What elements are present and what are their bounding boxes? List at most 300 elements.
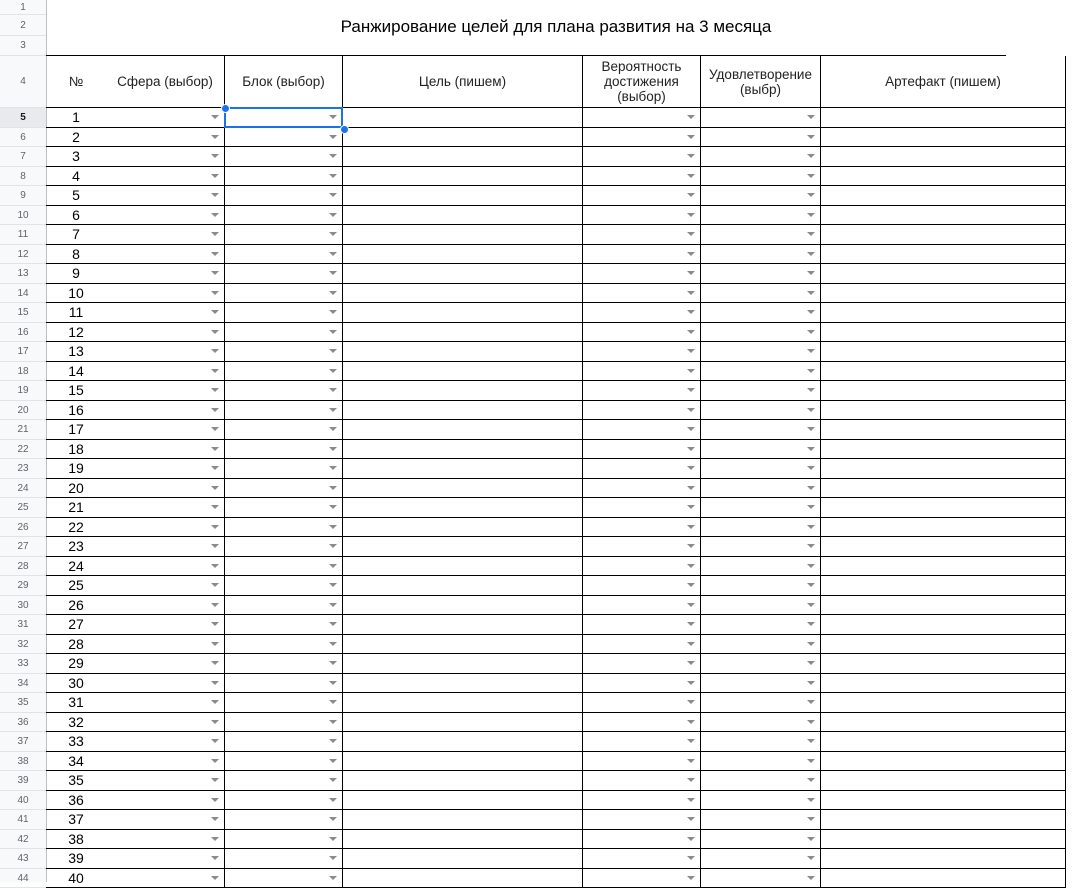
chevron-down-icon[interactable] xyxy=(329,232,337,236)
chevron-down-icon[interactable] xyxy=(211,271,219,275)
block-cell[interactable] xyxy=(225,557,343,577)
probability-cell[interactable] xyxy=(583,752,701,772)
chevron-down-icon[interactable] xyxy=(687,603,695,607)
chevron-down-icon[interactable] xyxy=(807,837,815,841)
goal-cell[interactable] xyxy=(343,615,583,635)
row-header[interactable]: 21 xyxy=(0,420,46,440)
chevron-down-icon[interactable] xyxy=(329,408,337,412)
chevron-down-icon[interactable] xyxy=(329,759,337,763)
chevron-down-icon[interactable] xyxy=(329,252,337,256)
satisfaction-cell[interactable] xyxy=(701,693,821,713)
artifact-cell[interactable] xyxy=(821,518,1066,538)
artifact-cell[interactable] xyxy=(821,635,1066,655)
chevron-down-icon[interactable] xyxy=(807,642,815,646)
satisfaction-cell[interactable] xyxy=(701,557,821,577)
sphere-cell[interactable] xyxy=(106,342,225,362)
chevron-down-icon[interactable] xyxy=(807,369,815,373)
chevron-down-icon[interactable] xyxy=(329,466,337,470)
row-number-cell[interactable]: 11 xyxy=(46,303,106,323)
chevron-down-icon[interactable] xyxy=(211,213,219,217)
sphere-cell[interactable] xyxy=(106,732,225,752)
row-header[interactable]: 13 xyxy=(0,264,46,284)
goal-cell[interactable] xyxy=(343,810,583,830)
chevron-down-icon[interactable] xyxy=(687,486,695,490)
probability-cell[interactable] xyxy=(583,654,701,674)
satisfaction-cell[interactable] xyxy=(701,596,821,616)
row-number-cell[interactable]: 30 xyxy=(46,674,106,694)
sphere-cell[interactable] xyxy=(106,674,225,694)
chevron-down-icon[interactable] xyxy=(687,349,695,353)
chevron-down-icon[interactable] xyxy=(211,291,219,295)
artifact-cell[interactable] xyxy=(821,557,1066,577)
block-cell[interactable] xyxy=(225,440,343,460)
goal-cell[interactable] xyxy=(343,342,583,362)
satisfaction-cell[interactable] xyxy=(701,849,821,869)
goal-cell[interactable] xyxy=(343,420,583,440)
sphere-cell[interactable] xyxy=(106,303,225,323)
chevron-down-icon[interactable] xyxy=(211,193,219,197)
sphere-cell[interactable] xyxy=(106,128,225,148)
sphere-cell[interactable] xyxy=(106,167,225,187)
artifact-cell[interactable] xyxy=(821,401,1066,421)
satisfaction-cell[interactable] xyxy=(701,440,821,460)
chevron-down-icon[interactable] xyxy=(329,271,337,275)
chevron-down-icon[interactable] xyxy=(807,856,815,860)
chevron-down-icon[interactable] xyxy=(329,505,337,509)
chevron-down-icon[interactable] xyxy=(687,252,695,256)
sphere-cell[interactable] xyxy=(106,440,225,460)
chevron-down-icon[interactable] xyxy=(807,154,815,158)
chevron-down-icon[interactable] xyxy=(687,525,695,529)
goal-cell[interactable] xyxy=(343,596,583,616)
probability-cell[interactable] xyxy=(583,810,701,830)
chevron-down-icon[interactable] xyxy=(211,447,219,451)
chevron-down-icon[interactable] xyxy=(329,291,337,295)
sphere-cell[interactable] xyxy=(106,830,225,850)
chevron-down-icon[interactable] xyxy=(687,837,695,841)
sphere-cell[interactable] xyxy=(106,557,225,577)
row-number-cell[interactable]: 17 xyxy=(46,420,106,440)
probability-cell[interactable] xyxy=(583,596,701,616)
chevron-down-icon[interactable] xyxy=(687,427,695,431)
chevron-down-icon[interactable] xyxy=(807,213,815,217)
goal-cell[interactable] xyxy=(343,849,583,869)
row-number-cell[interactable]: 21 xyxy=(46,498,106,518)
artifact-cell[interactable] xyxy=(821,479,1066,499)
header-sphere[interactable]: Сфера (выбор) xyxy=(106,56,225,108)
artifact-cell[interactable] xyxy=(821,225,1066,245)
chevron-down-icon[interactable] xyxy=(687,856,695,860)
artifact-cell[interactable] xyxy=(821,420,1066,440)
satisfaction-cell[interactable] xyxy=(701,381,821,401)
satisfaction-cell[interactable] xyxy=(701,791,821,811)
block-cell[interactable] xyxy=(225,147,343,167)
sphere-cell[interactable] xyxy=(106,245,225,265)
row-number-cell[interactable]: 25 xyxy=(46,576,106,596)
goal-cell[interactable] xyxy=(343,713,583,733)
chevron-down-icon[interactable] xyxy=(807,232,815,236)
goal-cell[interactable] xyxy=(343,635,583,655)
chevron-down-icon[interactable] xyxy=(807,817,815,821)
artifact-cell[interactable] xyxy=(821,440,1066,460)
goal-cell[interactable] xyxy=(343,752,583,772)
probability-cell[interactable] xyxy=(583,186,701,206)
row-header[interactable]: 2 xyxy=(0,15,46,36)
chevron-down-icon[interactable] xyxy=(211,310,219,314)
chevron-down-icon[interactable] xyxy=(807,525,815,529)
probability-cell[interactable] xyxy=(583,381,701,401)
artifact-cell[interactable] xyxy=(821,869,1066,888)
row-header[interactable]: 16 xyxy=(0,323,46,343)
sphere-cell[interactable] xyxy=(106,752,225,772)
satisfaction-cell[interactable] xyxy=(701,537,821,557)
block-cell[interactable] xyxy=(225,284,343,304)
chevron-down-icon[interactable] xyxy=(687,154,695,158)
chevron-down-icon[interactable] xyxy=(211,349,219,353)
row-header[interactable]: 30 xyxy=(0,596,46,616)
chevron-down-icon[interactable] xyxy=(211,525,219,529)
chevron-down-icon[interactable] xyxy=(807,700,815,704)
row-header[interactable]: 6 xyxy=(0,128,46,148)
block-cell[interactable] xyxy=(225,303,343,323)
chevron-down-icon[interactable] xyxy=(687,544,695,548)
chevron-down-icon[interactable] xyxy=(807,291,815,295)
row-header[interactable]: 8 xyxy=(0,167,46,187)
block-cell[interactable] xyxy=(225,654,343,674)
probability-cell[interactable] xyxy=(583,791,701,811)
row-header[interactable]: 40 xyxy=(0,791,46,811)
satisfaction-cell[interactable] xyxy=(701,147,821,167)
chevron-down-icon[interactable] xyxy=(807,583,815,587)
chevron-down-icon[interactable] xyxy=(807,252,815,256)
row-header[interactable]: 26 xyxy=(0,518,46,538)
sphere-cell[interactable] xyxy=(106,576,225,596)
block-cell[interactable] xyxy=(225,693,343,713)
goal-cell[interactable] xyxy=(343,362,583,382)
chevron-down-icon[interactable] xyxy=(687,447,695,451)
satisfaction-cell[interactable] xyxy=(701,869,821,888)
chevron-down-icon[interactable] xyxy=(687,661,695,665)
row-number-cell[interactable]: 9 xyxy=(46,264,106,284)
goal-cell[interactable] xyxy=(343,284,583,304)
chevron-down-icon[interactable] xyxy=(687,310,695,314)
chevron-down-icon[interactable] xyxy=(807,486,815,490)
satisfaction-cell[interactable] xyxy=(701,674,821,694)
block-cell[interactable] xyxy=(225,420,343,440)
chevron-down-icon[interactable] xyxy=(807,505,815,509)
probability-cell[interactable] xyxy=(583,342,701,362)
artifact-cell[interactable] xyxy=(821,381,1066,401)
chevron-down-icon[interactable] xyxy=(807,115,815,119)
row-number-cell[interactable]: 8 xyxy=(46,245,106,265)
block-cell[interactable] xyxy=(225,479,343,499)
goal-cell[interactable] xyxy=(343,518,583,538)
probability-cell[interactable] xyxy=(583,128,701,148)
artifact-cell[interactable] xyxy=(821,498,1066,518)
goal-cell[interactable] xyxy=(343,693,583,713)
block-cell[interactable] xyxy=(225,186,343,206)
artifact-cell[interactable] xyxy=(821,810,1066,830)
goal-cell[interactable] xyxy=(343,771,583,791)
chevron-down-icon[interactable] xyxy=(687,876,695,880)
artifact-cell[interactable] xyxy=(821,615,1066,635)
header-goal[interactable]: Цель (пишем) xyxy=(343,56,583,108)
satisfaction-cell[interactable] xyxy=(701,245,821,265)
chevron-down-icon[interactable] xyxy=(211,700,219,704)
goal-cell[interactable] xyxy=(343,128,583,148)
chevron-down-icon[interactable] xyxy=(807,661,815,665)
row-number-cell[interactable]: 3 xyxy=(46,147,106,167)
chevron-down-icon[interactable] xyxy=(211,798,219,802)
block-cell[interactable] xyxy=(225,635,343,655)
probability-cell[interactable] xyxy=(583,615,701,635)
chevron-down-icon[interactable] xyxy=(807,778,815,782)
chevron-down-icon[interactable] xyxy=(807,681,815,685)
row-header[interactable]: 22 xyxy=(0,440,46,460)
row-header[interactable]: 18 xyxy=(0,362,46,382)
block-cell[interactable] xyxy=(225,362,343,382)
chevron-down-icon[interactable] xyxy=(329,876,337,880)
chevron-down-icon[interactable] xyxy=(329,193,337,197)
artifact-cell[interactable] xyxy=(821,537,1066,557)
satisfaction-cell[interactable] xyxy=(701,479,821,499)
chevron-down-icon[interactable] xyxy=(329,174,337,178)
probability-cell[interactable] xyxy=(583,849,701,869)
chevron-down-icon[interactable] xyxy=(211,759,219,763)
row-header[interactable]: 24 xyxy=(0,479,46,499)
row-header[interactable]: 15 xyxy=(0,303,46,323)
sphere-cell[interactable] xyxy=(106,108,225,128)
block-cell[interactable] xyxy=(225,752,343,772)
row-number-cell[interactable]: 10 xyxy=(46,284,106,304)
probability-cell[interactable] xyxy=(583,732,701,752)
satisfaction-cell[interactable] xyxy=(701,752,821,772)
chevron-down-icon[interactable] xyxy=(687,817,695,821)
chevron-down-icon[interactable] xyxy=(329,700,337,704)
artifact-cell[interactable] xyxy=(821,791,1066,811)
sphere-cell[interactable] xyxy=(106,362,225,382)
block-cell[interactable] xyxy=(225,401,343,421)
artifact-cell[interactable] xyxy=(821,108,1066,128)
row-header[interactable]: 39 xyxy=(0,771,46,791)
probability-cell[interactable] xyxy=(583,362,701,382)
artifact-cell[interactable] xyxy=(821,849,1066,869)
block-cell[interactable] xyxy=(225,381,343,401)
probability-cell[interactable] xyxy=(583,830,701,850)
chevron-down-icon[interactable] xyxy=(329,369,337,373)
sphere-cell[interactable] xyxy=(106,401,225,421)
sphere-cell[interactable] xyxy=(106,615,225,635)
sphere-cell[interactable] xyxy=(106,147,225,167)
row-header[interactable]: 33 xyxy=(0,654,46,674)
chevron-down-icon[interactable] xyxy=(687,213,695,217)
satisfaction-cell[interactable] xyxy=(701,713,821,733)
satisfaction-cell[interactable] xyxy=(701,128,821,148)
block-cell[interactable] xyxy=(225,342,343,362)
artifact-cell[interactable] xyxy=(821,674,1066,694)
chevron-down-icon[interactable] xyxy=(807,466,815,470)
row-header[interactable]: 38 xyxy=(0,752,46,772)
chevron-down-icon[interactable] xyxy=(807,876,815,880)
goal-cell[interactable] xyxy=(343,674,583,694)
row-number-cell[interactable]: 32 xyxy=(46,713,106,733)
block-cell[interactable] xyxy=(225,674,343,694)
goal-cell[interactable] xyxy=(343,459,583,479)
chevron-down-icon[interactable] xyxy=(687,778,695,782)
row-header[interactable]: 19 xyxy=(0,381,46,401)
chevron-down-icon[interactable] xyxy=(211,408,219,412)
row-number-cell[interactable]: 40 xyxy=(46,869,106,888)
row-number-cell[interactable]: 16 xyxy=(46,401,106,421)
fill-handle[interactable] xyxy=(340,125,349,134)
block-cell[interactable] xyxy=(225,869,343,888)
satisfaction-cell[interactable] xyxy=(701,771,821,791)
sphere-cell[interactable] xyxy=(106,771,225,791)
sphere-cell[interactable] xyxy=(106,693,225,713)
chevron-down-icon[interactable] xyxy=(687,720,695,724)
artifact-cell[interactable] xyxy=(821,459,1066,479)
chevron-down-icon[interactable] xyxy=(211,232,219,236)
chevron-down-icon[interactable] xyxy=(329,349,337,353)
chevron-down-icon[interactable] xyxy=(687,700,695,704)
goal-cell[interactable] xyxy=(343,303,583,323)
sphere-cell[interactable] xyxy=(106,869,225,888)
artifact-cell[interactable] xyxy=(821,323,1066,343)
block-cell[interactable] xyxy=(225,810,343,830)
chevron-down-icon[interactable] xyxy=(807,330,815,334)
block-cell[interactable] xyxy=(225,264,343,284)
probability-cell[interactable] xyxy=(583,108,701,128)
row-header[interactable]: 11 xyxy=(0,225,46,245)
chevron-down-icon[interactable] xyxy=(211,174,219,178)
probability-cell[interactable] xyxy=(583,206,701,226)
goal-cell[interactable] xyxy=(343,576,583,596)
row-number-cell[interactable]: 29 xyxy=(46,654,106,674)
satisfaction-cell[interactable] xyxy=(701,654,821,674)
probability-cell[interactable] xyxy=(583,518,701,538)
row-header[interactable]: 1 xyxy=(0,0,46,15)
row-number-cell[interactable]: 13 xyxy=(46,342,106,362)
row-header[interactable]: 25 xyxy=(0,498,46,518)
header-num[interactable]: № xyxy=(46,56,106,108)
satisfaction-cell[interactable] xyxy=(701,810,821,830)
chevron-down-icon[interactable] xyxy=(329,778,337,782)
row-number-cell[interactable]: 1 xyxy=(46,108,106,128)
block-cell[interactable] xyxy=(225,498,343,518)
chevron-down-icon[interactable] xyxy=(807,759,815,763)
satisfaction-cell[interactable] xyxy=(701,206,821,226)
block-cell[interactable] xyxy=(225,791,343,811)
goal-cell[interactable] xyxy=(343,498,583,518)
chevron-down-icon[interactable] xyxy=(329,213,337,217)
chevron-down-icon[interactable] xyxy=(329,447,337,451)
selection-handle-top[interactable] xyxy=(221,104,230,113)
probability-cell[interactable] xyxy=(583,869,701,888)
block-cell[interactable] xyxy=(225,596,343,616)
chevron-down-icon[interactable] xyxy=(329,154,337,158)
satisfaction-cell[interactable] xyxy=(701,342,821,362)
chevron-down-icon[interactable] xyxy=(687,466,695,470)
chevron-down-icon[interactable] xyxy=(807,349,815,353)
goal-cell[interactable] xyxy=(343,537,583,557)
chevron-down-icon[interactable] xyxy=(807,720,815,724)
row-header[interactable]: 42 xyxy=(0,830,46,850)
row-header[interactable]: 41 xyxy=(0,810,46,830)
row-header[interactable]: 12 xyxy=(0,245,46,265)
row-number-cell[interactable]: 2 xyxy=(46,128,106,148)
sphere-cell[interactable] xyxy=(106,596,225,616)
chevron-down-icon[interactable] xyxy=(807,271,815,275)
chevron-down-icon[interactable] xyxy=(687,291,695,295)
goal-cell[interactable] xyxy=(343,245,583,265)
chevron-down-icon[interactable] xyxy=(807,388,815,392)
chevron-down-icon[interactable] xyxy=(211,252,219,256)
satisfaction-cell[interactable] xyxy=(701,459,821,479)
row-header[interactable]: 14 xyxy=(0,284,46,304)
chevron-down-icon[interactable] xyxy=(687,174,695,178)
row-header[interactable]: 43 xyxy=(0,849,46,869)
satisfaction-cell[interactable] xyxy=(701,830,821,850)
row-header[interactable]: 34 xyxy=(0,674,46,694)
artifact-cell[interactable] xyxy=(821,147,1066,167)
chevron-down-icon[interactable] xyxy=(211,856,219,860)
chevron-down-icon[interactable] xyxy=(211,681,219,685)
header-artifact[interactable]: Артефакт (пишем) xyxy=(821,56,1066,108)
chevron-down-icon[interactable] xyxy=(329,583,337,587)
row-number-cell[interactable]: 14 xyxy=(46,362,106,382)
probability-cell[interactable] xyxy=(583,401,701,421)
chevron-down-icon[interactable] xyxy=(687,564,695,568)
row-header[interactable]: 37 xyxy=(0,732,46,752)
goal-cell[interactable] xyxy=(343,791,583,811)
satisfaction-cell[interactable] xyxy=(701,284,821,304)
chevron-down-icon[interactable] xyxy=(329,798,337,802)
probability-cell[interactable] xyxy=(583,284,701,304)
chevron-down-icon[interactable] xyxy=(687,583,695,587)
block-cell[interactable] xyxy=(225,128,343,148)
sphere-cell[interactable] xyxy=(106,420,225,440)
goal-cell[interactable] xyxy=(343,225,583,245)
block-cell[interactable] xyxy=(225,245,343,265)
chevron-down-icon[interactable] xyxy=(211,330,219,334)
chevron-down-icon[interactable] xyxy=(329,486,337,490)
block-cell[interactable] xyxy=(225,518,343,538)
satisfaction-cell[interactable] xyxy=(701,635,821,655)
satisfaction-cell[interactable] xyxy=(701,323,821,343)
sphere-cell[interactable] xyxy=(106,206,225,226)
sphere-cell[interactable] xyxy=(106,264,225,284)
chevron-down-icon[interactable] xyxy=(687,271,695,275)
sphere-cell[interactable] xyxy=(106,810,225,830)
chevron-down-icon[interactable] xyxy=(211,466,219,470)
probability-cell[interactable] xyxy=(583,420,701,440)
row-number-cell[interactable]: 15 xyxy=(46,381,106,401)
block-cell[interactable] xyxy=(225,323,343,343)
chevron-down-icon[interactable] xyxy=(687,369,695,373)
row-header[interactable]: 27 xyxy=(0,537,46,557)
chevron-down-icon[interactable] xyxy=(329,837,337,841)
block-cell[interactable] xyxy=(225,713,343,733)
row-number-cell[interactable]: 22 xyxy=(46,518,106,538)
sphere-cell[interactable] xyxy=(106,713,225,733)
satisfaction-cell[interactable] xyxy=(701,186,821,206)
row-header[interactable]: 23 xyxy=(0,459,46,479)
row-number-cell[interactable]: 12 xyxy=(46,323,106,343)
satisfaction-cell[interactable] xyxy=(701,303,821,323)
artifact-cell[interactable] xyxy=(821,264,1066,284)
goal-cell[interactable] xyxy=(343,264,583,284)
chevron-down-icon[interactable] xyxy=(687,739,695,743)
